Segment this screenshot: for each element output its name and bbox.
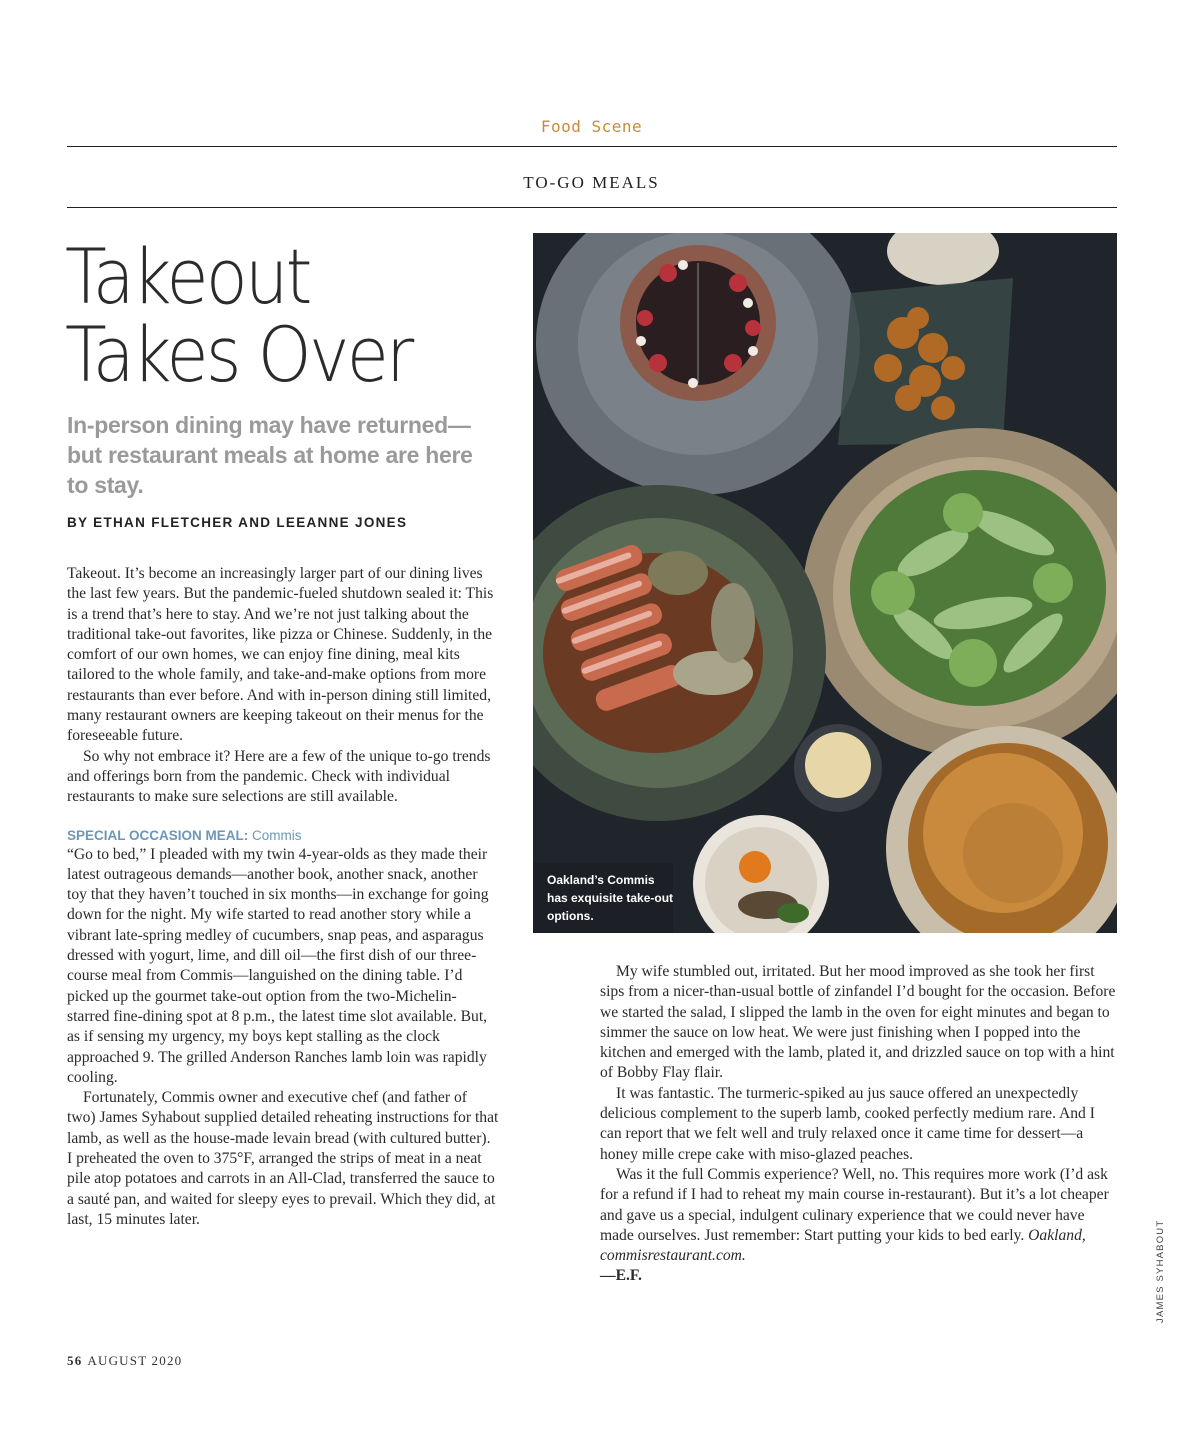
photo-caption: Oakland’s Commis has exquisite take-out options. <box>547 873 674 923</box>
body-paragraph: Fortunately, Commis owner and executive chef (and father of two) James Syhabout supplied detailed reheating instructions for that lamb, as well as the house-made levain bread (with cultured butter). I preheated the oven to 375°F, arranged the strips of meat in a neat pile atop potatoes and carrots in an All-Clad, transferred the sauce to a sauté pan, and waited for sleepy eyes to prevail. Which they did, at last, 15 minutes later. <box>67 1089 499 1228</box>
dek: In-person dining may have returned—but restaurant meals at home are here to stay. <box>67 412 473 498</box>
page-number: 56 <box>67 1353 83 1368</box>
issue-date: AUGUST 2020 <box>87 1353 183 1368</box>
body-paragraph: “Go to bed,” I pleaded with my twin 4-year-olds as they made their latest outrageous demands—another book, another snack, another toy that they haven’t touched in six months—in exchange for going down for the night. My wife started to read another story while a vibrant late-spring medley of cucumbers, snap peas, and asparagus dressed with yogurt, lime, and dill oil—the first dish of our three-course meal from Commis—languished on the dining table. I’d picked up the gourmet take-out option from the two-Michelin-starred fine-dining spot at 8 p.m., the latest time slot available. But, as if sensing my urgency, my boys kept stalling as the clock approached 9. The grilled Anderson Ranches lamb loin was rapidly cooling. <box>67 845 489 1086</box>
photo-credit: JAMES SYHABOUT <box>1155 1219 1166 1323</box>
body-paragraph: So why not embrace it? Here are a few of the unique to-go trends and offerings born from the pandemic. Check with individual restaurants to make sure selections are still available. <box>67 747 491 806</box>
headline-line-1: Takeout <box>65 232 310 321</box>
food-photo <box>533 233 1117 933</box>
headline <box>65 232 479 399</box>
body-paragraph: My wife stumbled out, irritated. But her mood improved as she took her first sips from a nicer-than-usual bottle of zinfandel I’d bought for the occasion. Before we started the salad, I slipped the lamb in the oven for eight minutes and began to simmer the sauce on low heat. We were just finishing when I popped into the kitchen and emerged with the lamb, plated it, and drizzled sauce on top with a hint of Bobby Flay flair. <box>600 963 1116 1082</box>
section-label: Food Scene <box>540 117 643 136</box>
location-note: Oakland, commisrestaurant.com. <box>600 1226 1086 1265</box>
body-paragraph: Takeout. It’s become an increasingly larger part of our dining lives the last few years. But the pandemic-fueled shutdown sealed it: This is a trend that’s here to stay. And we’re not just talking about the traditional take-out favorites, like pizza or Chinese. Suddenly, in the comfort of our own homes, we can enjoy fine dining, meal kits tailored to the whole family, and take-and-make options from more restaurants than ever before. And with in-person dining still limited, many restaurant owners are keeping takeout on their menus for the foreseeable future. <box>67 565 494 745</box>
body-column-right <box>600 962 1118 1287</box>
kicker: TO-GO MEALS <box>523 173 660 192</box>
byline: BY ETHAN FLETCHER AND LEEANNE JONES <box>67 515 408 530</box>
body-paragraph: It was fantastic. The turmeric-spiked au jus sauce offered an unexpectedly delicious complement to the superb lamb, cooked perfectly medium rare. And I can report that we felt well and truly relaxed once it came time for dessert—a honey mille crepe cake with miso-glazed peaches. <box>600 1084 1095 1163</box>
kicker-rule <box>67 207 1117 208</box>
body-column-left <box>67 564 499 1230</box>
top-rule <box>67 146 1117 147</box>
author-signature: —E.F. <box>600 1267 642 1285</box>
subhead-venue: Commis <box>252 827 302 843</box>
subhead-label: SPECIAL OCCASION MEAL: <box>67 827 249 843</box>
body-paragraph <box>600 1165 1118 1287</box>
headline-line-2: Takes Over <box>65 310 412 399</box>
subhead <box>67 827 499 845</box>
folio <box>67 1353 182 1369</box>
body-paragraph-text: Was it the full Commis experience? Well, no. This requires more work (I’d ask for a refund if I had to reheat my main course in-restaurant). But it’s a lot cheaper and gave us a special, indulgent culinary experience that we could never have made ourselves. Just remember: Start putting your kids to bed early. <box>600 1165 1109 1244</box>
food-photo-illustration <box>533 233 1117 933</box>
